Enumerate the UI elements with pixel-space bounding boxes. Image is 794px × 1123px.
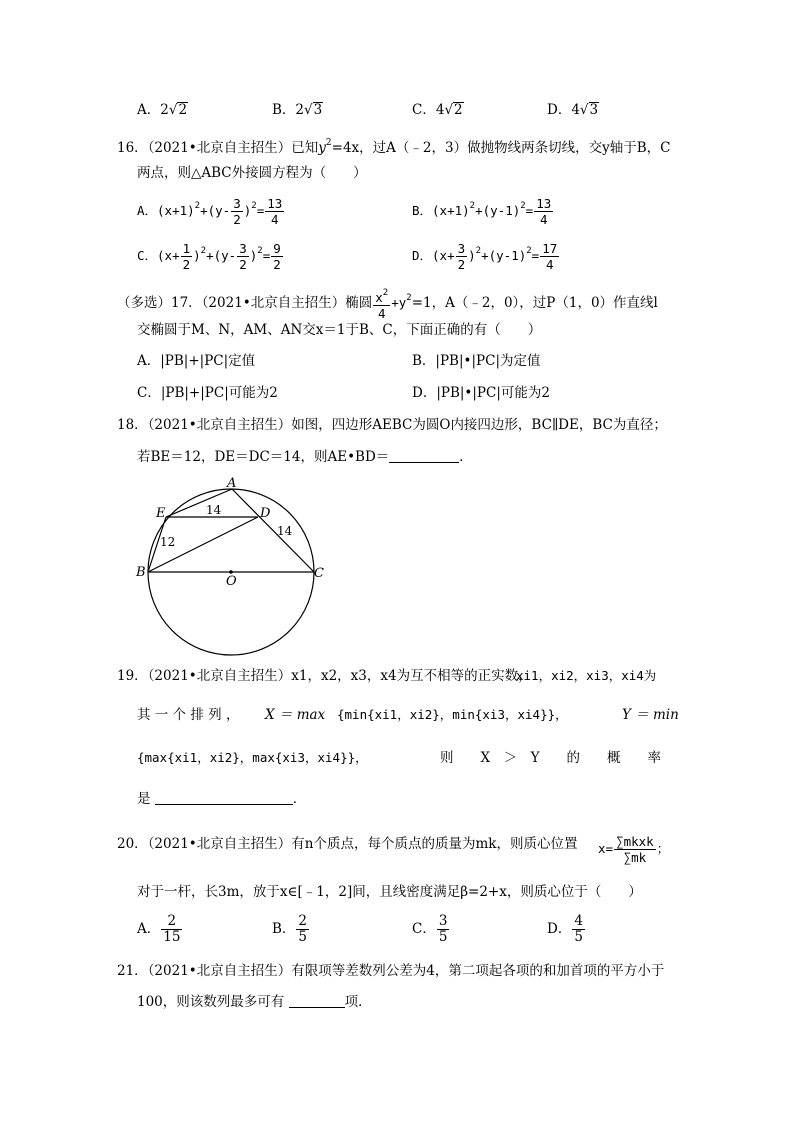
q16-option-d: D．(x+ $\frac{3}{2}$ )$^2+(y-1)^2=$ $\frac{17}{4}$ xyxy=(412,241,558,272)
q15-option-a: A．2√2 xyxy=(137,102,188,118)
q20-centroid-formula: x= $\frac{\text{∑mkxk}}{\sum mk}$ ； xyxy=(598,834,670,865)
q19-stem-line2c: {min{xi1，xi2}，min{xi3，xi4}}， xyxy=(337,707,568,722)
q21-stem-line2: 100，则该数列最多可有 项． xyxy=(137,994,372,1010)
q19-stem-line1: 19．（2021•北京自主招生）x1，x2，x3，x4为互不相等的正实数， xyxy=(117,668,532,684)
q19-stem-line4: 是 ． xyxy=(137,791,307,807)
q16-option-a: A．$(x+1)^2+(y-$ $\frac{3}{2}$ )$^2$= $\frac{13}{4}$ xyxy=(137,196,283,227)
q15-option-c: C．4√2 xyxy=(412,102,463,118)
label-d: D xyxy=(260,506,271,521)
q20-option-d: D． $\frac{4}{5}$ xyxy=(547,913,583,945)
q20-stem-line1: 20．（2021•北京自主招生）有n个质点，每个质点的质量为mk，则质心位置 xyxy=(117,836,578,852)
q20-stem-line2: 对于一杆，长3m，放于x∈[﹣1，2]间，且线密度满足β=2+x，则质心位于（ ） xyxy=(137,884,642,900)
q17-stem-line1: （多选）17．（2021•北京自主招生）椭圆 $\frac{x^2}{4}$ $+y^2=1$，A（﹣2，0），过P（1，0）作直线l xyxy=(117,288,658,321)
q19-answer-blank[interactable] xyxy=(155,790,293,805)
q18-stem-line2: 若BE＝12，DE＝DC＝14，则AE•BD＝ ． xyxy=(137,449,473,465)
label-dc-length: 14 xyxy=(277,524,293,538)
label-ed-length: 14 xyxy=(206,503,222,517)
q21-stem-line1: 21．（2021•北京自主招生）有限项等差数列公差为4，第二项起各项的和加首项的平方小于 xyxy=(117,963,665,979)
q17-option-b: B．|PB|•|PC|为定值 xyxy=(412,353,541,369)
q15-option-d: D．4√3 xyxy=(547,102,599,118)
q19-permutation: xi1，xi2，xi3，xi4为 xyxy=(516,668,657,683)
q16-stem-line2: 两点，则△ABC外接圆方程为（ ） xyxy=(137,165,367,181)
q17-stem-line2: 交椭圆于M、N，AM、AN交x＝1于B、C，下面正确的有（ ） xyxy=(137,322,542,338)
q17-option-a: A．|PB|+|PC|定值 xyxy=(137,353,256,369)
q19-stem-line3a: {max{xi1，xi2}，max{xi3，xi4}}， xyxy=(137,750,368,765)
label-b: B xyxy=(136,565,146,580)
q16-option-c: C．(x+ $\frac{1}{2}$ )$^2$+(y- $\frac{3}{2}$ )$^2$= $\frac{9}{2}$ xyxy=(137,241,281,272)
segment-ea xyxy=(166,489,232,517)
segment-ac xyxy=(232,489,314,572)
label-be-length: 12 xyxy=(160,535,176,549)
q17-option-d: D．|PB|•|PC|可能为2 xyxy=(412,385,550,401)
q16-option-b: B．$(x+1)^2+(y-1)^2=$ $\frac{13}{4}$ xyxy=(412,196,552,227)
q19-stem-line2a: 其 一 个 排 列 ， xyxy=(137,707,240,723)
label-o: O xyxy=(226,574,237,589)
label-c: C xyxy=(314,566,324,581)
label-a: A xyxy=(227,476,237,491)
q18-stem-line1: 18．（2021•北京自主招生）如图，四边形AEBC为圆O内接四边形，BC∥DE，BC为直径； xyxy=(117,417,667,433)
q17-option-c: C．|PB|+|PC|可能为2 xyxy=(137,385,278,401)
q19-stem-line3b: 则 X ＞ Y 的 概 率 xyxy=(440,750,662,766)
q20-option-c: C． $\frac{3}{5}$ xyxy=(412,913,448,945)
label-e: E xyxy=(156,506,166,521)
q21-answer-blank[interactable] xyxy=(289,993,345,1008)
q19-stem-line2d: Y ＝ min xyxy=(622,707,679,723)
q15-option-b: B．2√3 xyxy=(272,102,323,118)
q20-option-a: A． $\frac{2}{15}$ xyxy=(137,913,181,945)
q20-option-b: B． $\frac{2}{5}$ xyxy=(272,913,308,945)
q19-stem-line2b: X ＝ max xyxy=(265,707,326,723)
q16-stem-line1: 16．（2021•北京自主招生）已知$y^2=4x$，过A（﹣2，3）做抛物线两条切线，交y轴于B，C xyxy=(117,138,671,156)
